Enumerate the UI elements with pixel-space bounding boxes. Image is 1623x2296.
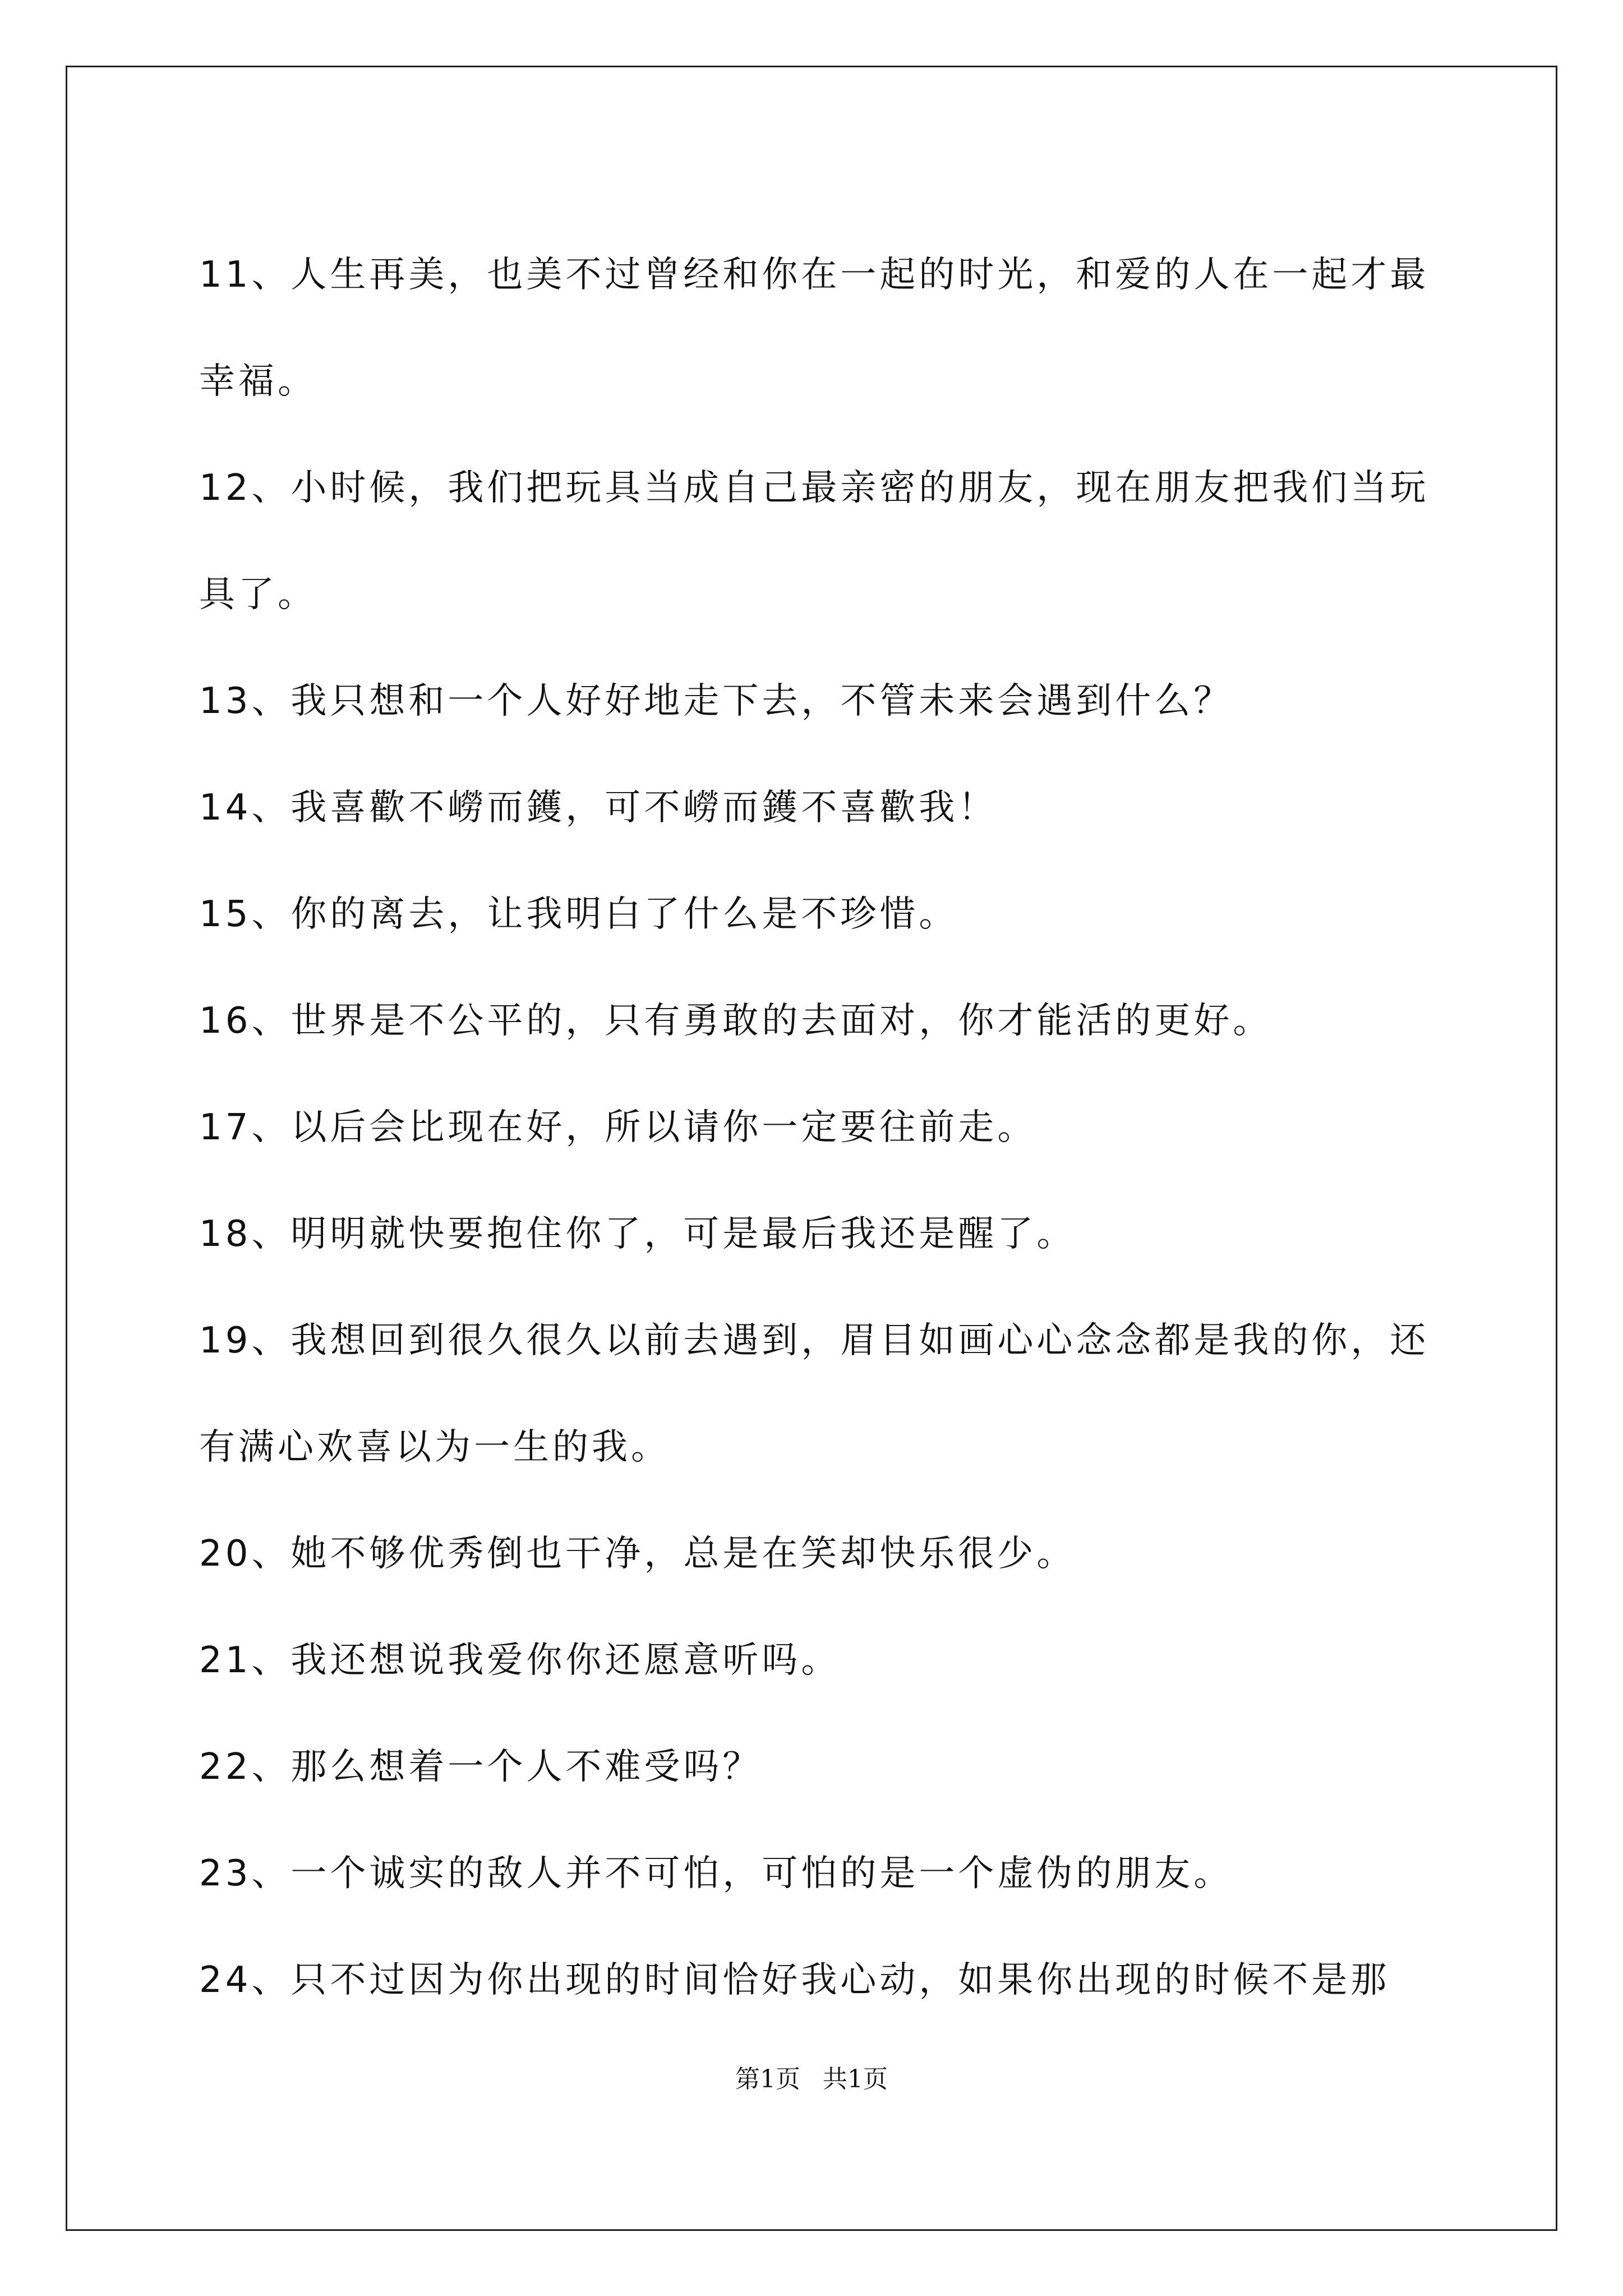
paragraph-23: 23、一个诚实的敌人并不可怕，可怕的是一个虚伪的朋友。 xyxy=(199,1853,1233,1894)
page-number: 第1页 xyxy=(735,2065,800,2093)
paragraph-18: 18、明明就快要抱住你了，可是最后我还是醒了。 xyxy=(199,1213,1076,1255)
paragraph-12: 12、小时候，我们把玩具当成自己最亲密的朋友，现在朋友把我们当玩具了。 xyxy=(199,467,1430,615)
paragraph-24: 24、只不过因为你出现的时间恰好我心动，如果你出现的时候不是那 xyxy=(199,1959,1390,2001)
paragraph-14: 14、我喜歡不嶗而鑊，可不嶗而鑊不喜歡我！ xyxy=(199,787,998,829)
paragraph-13: 13、我只想和一个人好好地走下去，不管未来会遇到什么？ xyxy=(199,680,1233,722)
paragraph-22: 22、那么想着一个人不难受吗？ xyxy=(199,1746,762,1788)
paragraph-15: 15、你的离去，让我明白了什么是不珍惜。 xyxy=(199,894,958,935)
paragraph-20: 20、她不够优秀倒也干净，总是在笑却快乐很少。 xyxy=(199,1533,1076,1575)
paragraph-21: 21、我还想说我爱你你还愿意听吗。 xyxy=(199,1640,841,1681)
paragraph-19: 19、我想回到很久很久以前去遇到，眉目如画心心念念都是我的你，还有满心欢喜以为一生的我。 xyxy=(199,1320,1430,1468)
page-total: 共1页 xyxy=(823,2065,888,2093)
page-footer xyxy=(0,2059,1623,2095)
paragraph-11: 11、人生再美，也美不过曾经和你在一起的时光，和爱的人在一起才最幸福。 xyxy=(199,254,1430,402)
paragraph-17: 17、以后会比现在好，所以请你一定要往前走。 xyxy=(199,1107,1037,1148)
document-body xyxy=(199,222,1433,2033)
paragraph-16: 16、世界是不公平的，只有勇敢的去面对，你才能活的更好。 xyxy=(199,1000,1272,1042)
